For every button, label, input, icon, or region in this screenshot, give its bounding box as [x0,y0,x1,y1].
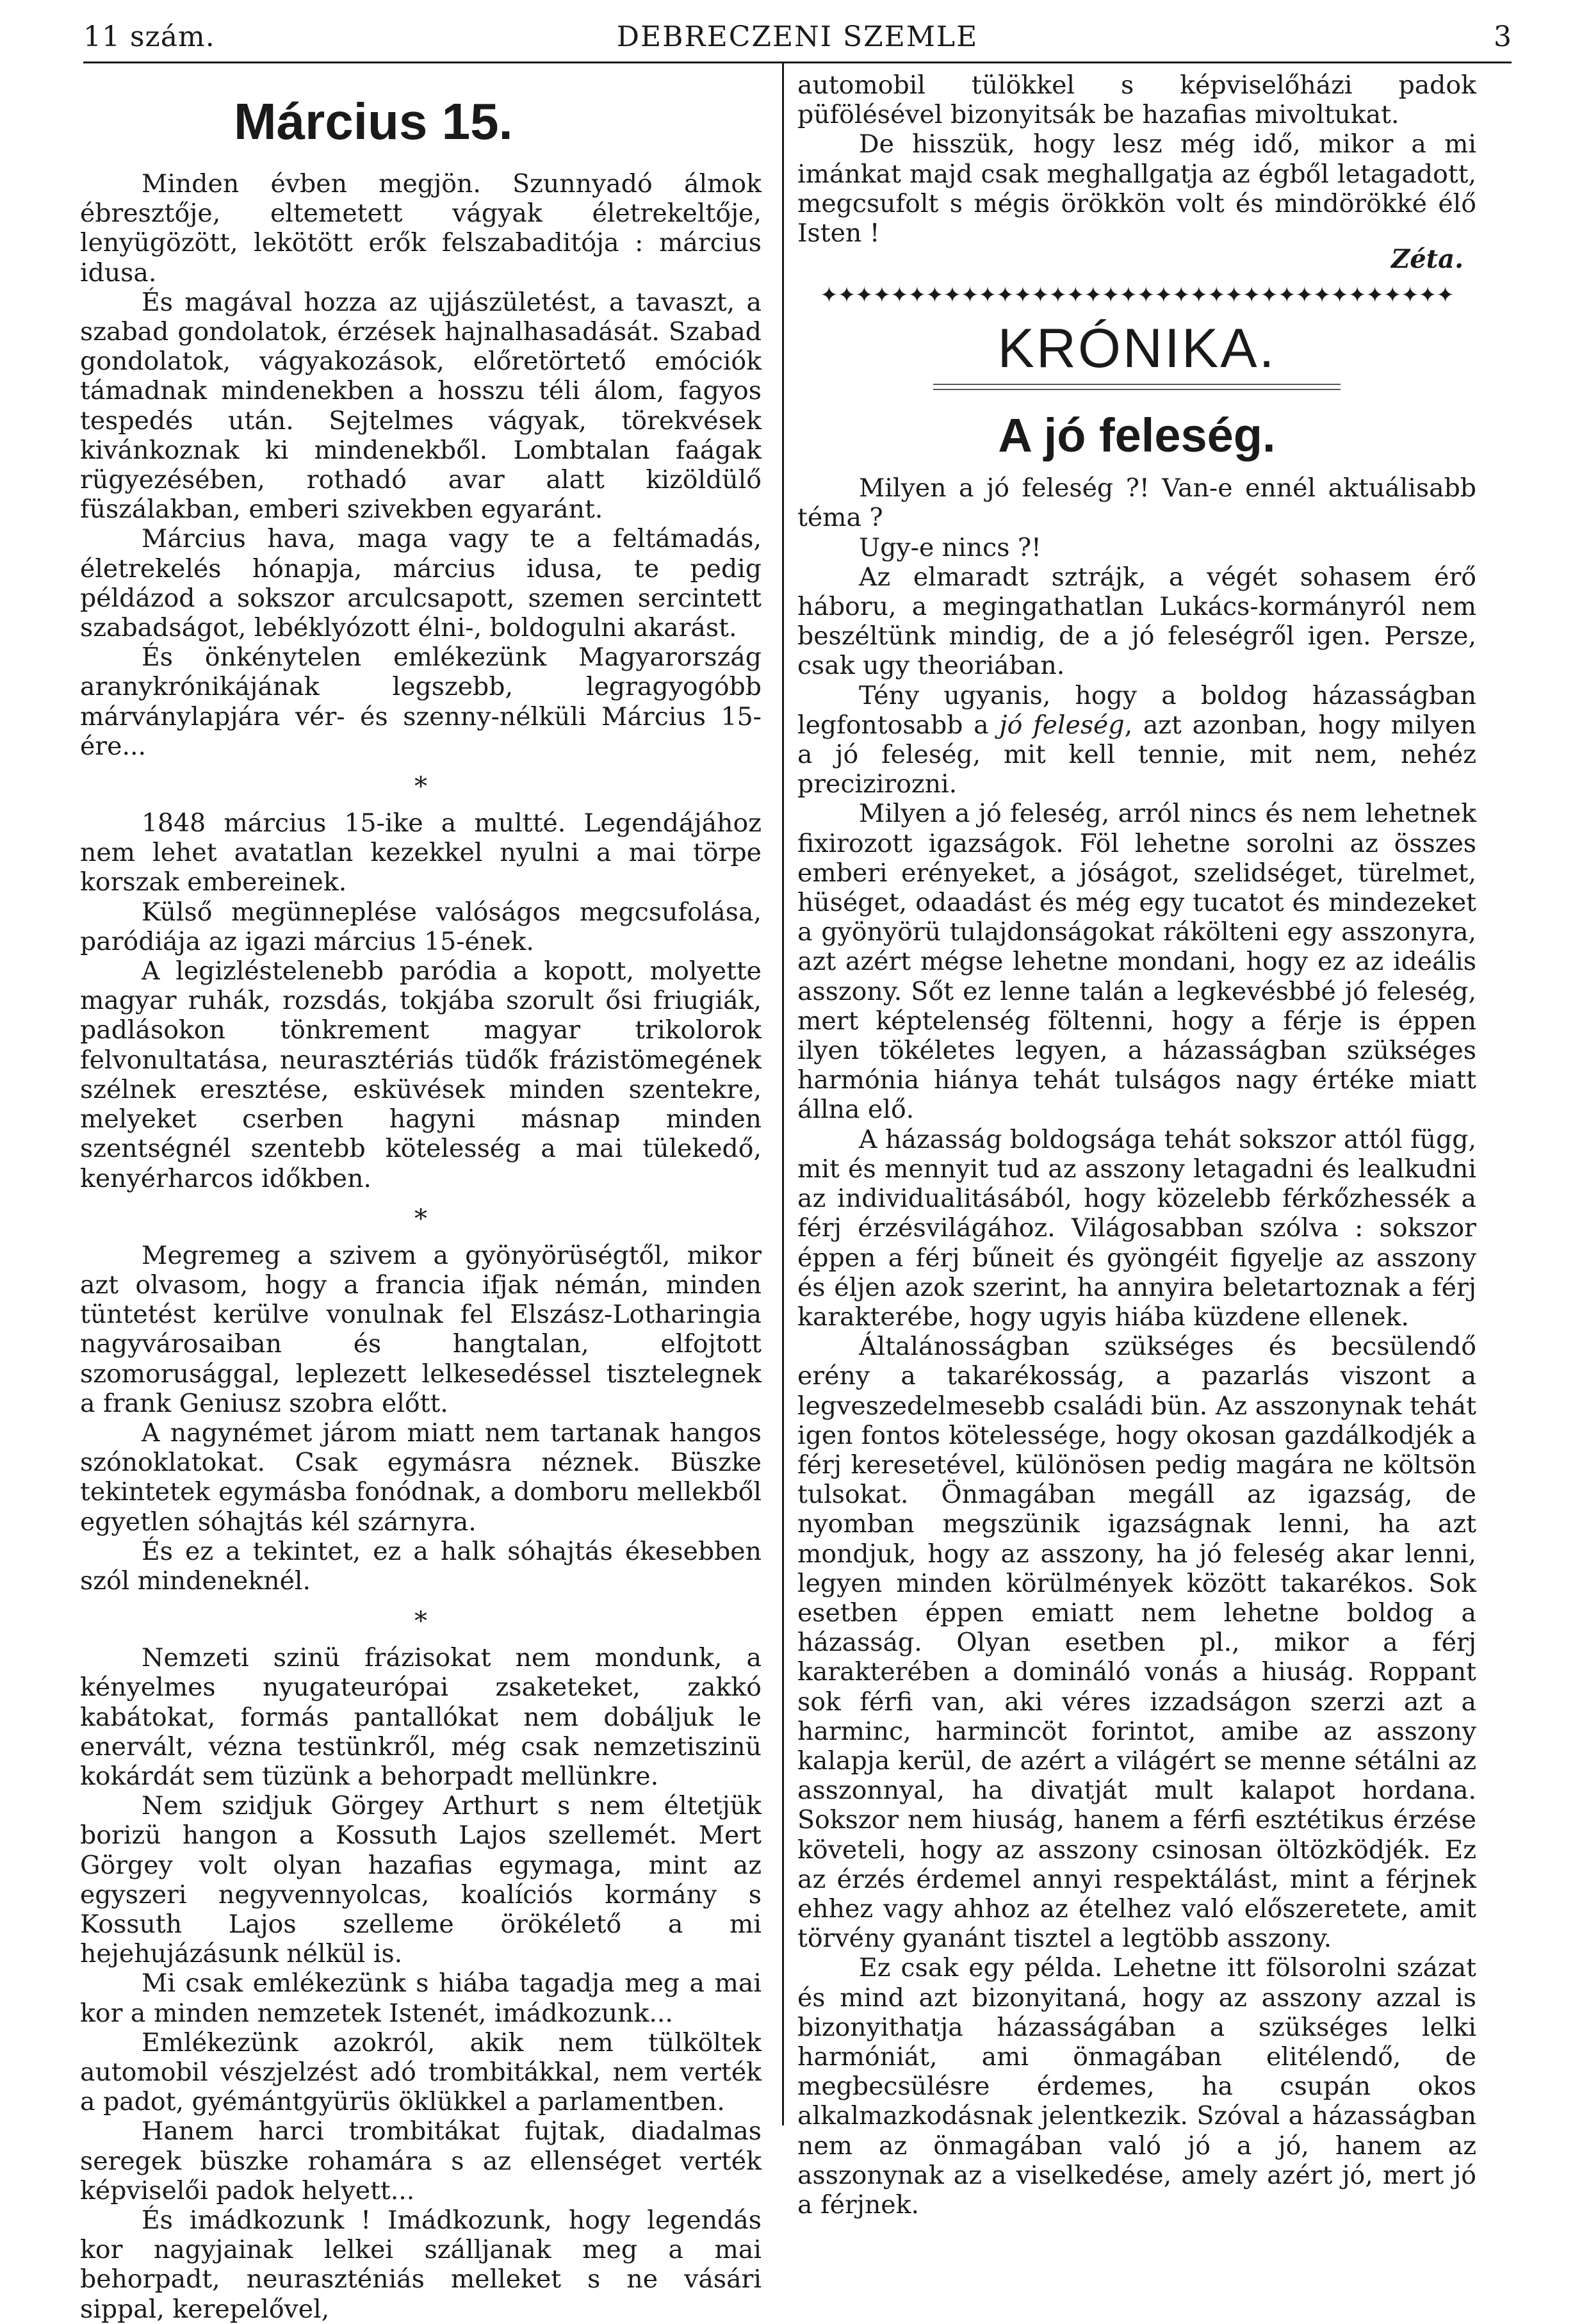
column-divider [782,63,784,2125]
paragraph: És önkénytelen emlékezünk Magyarország aranykrónikájának legszebb, legragyogóbb márványlapjára vér- és szenny-nélküli Március 15-ére... [80,642,762,761]
ornament-border: ✦✦✦✦✦✦✦✦✦✦✦✦✦✦✦✦✦✦✦✦✦✦✦✦✦✦✦✦✦✦✦✦✦✦✦✦ [820,282,1454,309]
paragraph: A házasság boldogsága tehát sokszor attól függ, mit és mennyit tud az asszony letagadni és lealkudni az individualitásából, hogy közelebb férkőzhessék a férj érzésvilágához. Világosabban szólva : sokszor éppen a férj bűneit és gyöngéit figyelje az asszony és éljen azok szerint, ha annyira beletartoznak a férj karakterébe, hogy ugyis hiába küzdene ellenek. [797,1124,1476,1332]
paragraph: Az elmaradt sztrájk, a végét sohasem érő háboru, a megingathatlan Lukács-kormányról nem beszéltünk mindig, de a jó feleségről igen. Persze, csak ugy theoriában. [797,562,1476,681]
journal-title: DEBRECZENI SZEMLE [616,20,979,53]
paragraph: Március hava, maga vagy te a feltámadás, életrekelés hónapja, március idusa, te pedig példázod a sokszor arculcsapott, szemen sercintett szabadságot, lebéklyózott élni-, boldogulni akarást. [80,524,762,643]
author-signature: Zéta. [1391,244,1464,275]
paragraph: De hisszük, hogy lesz még idő, mikor a mi imánkat majd csak meghallgatja az égből letagadott, megcsufolt s mégis örökkön volt és mindörökké élő Isten ! [797,129,1476,249]
paragraph: És magával hozza az ujjászületést, a tavaszt, a szabad gondolatok, érzések hajnalhasadását. Szabad gondolatok, vágyakozások, előretörtető emóciók támadnak mindenekben a hosszu téli álom, fagyos tespedés után. Sejtelmes vágyak, törekvések kivánkoznak ki mindenekből. Lombtalan faágak rügyezésében, rothadó avar alatt kizöldülő füszálakban, emberi szivekben egyaránt. [80,287,762,525]
paragraph: Általánosságban szükséges és becsülendő erény a takarékosság, a pazarlás viszont a legveszedelmesebb családi bün. Az asszonynak tehát igen fontos kötelessége, hogy okosan gazdálkodjék a férj keresetével, különösen pedig magára ne költsön tulsokat. Önmagában megáll az igazság, de nyomban megszünik igazságnak lenni, ha azt mondjuk, hogy az asszony, ha jó feleség akar lenni, legyen minden körülmények között takarékos. Sok esetben éppen emiatt nem lehetne boldog a házasság. Olyan esetben pl., mikor a férj karakterében a domináló vonás a hiuság. Roppant sok férfi van, aki véres izzadságon szerzi azt a harminc, harmincöt forintot, amibe az asszony kalapja kerül, de azért a világért se menne sétálni az asszonnyal, ha divatját mult kalapot hordana. Sokszor nem hiuság, hanem a férfi esztétikus érzése követeli, hogy az asszony csinosan öltözködjék. Ez az érzés érdemel annyi respektálást, mint a férjnek ehhez vagy ahhoz az ételhez való előszeretete, amit törvény gyanánt tisztel a legtöbb asszony. [797,1332,1476,1954]
paragraph: Mi csak emlékezünk s hiába tagadja meg a mai kor a minden nemzetek Istenét, imádkozunk... [80,1968,762,2028]
section-title-kronika: KRÓNIKA. [997,318,1276,380]
article-title-feleseg: A jó feleség. [998,409,1276,462]
title-rule [933,384,1341,390]
text-run: , azt azonban, hogy milyen a jó feleség, mit kell tennie, mit nem, nehéz precizirozni. [797,710,1476,799]
page-number: 3 [1494,20,1512,53]
paragraph [797,681,1476,799]
section-separator: * [414,1607,427,1637]
paragraph: És ez a tekintet, ez a halk sóhajtás ékesebben szól mindeneknél. [80,1536,762,1596]
running-header [83,18,1512,61]
paragraph: Milyen a jó feleség ?! Van-e ennél aktuálisabb téma ? [797,473,1476,533]
issue-number: 11 szám. [83,20,215,53]
paragraph: 1848 március 15-ike a multté. Legendájához nem lehet avatatlan kezekkel nyulni a mai törpe korszak embereinek. [80,808,762,897]
paragraph: Nem szidjuk Görgey Arthurt s nem éltetjük borizü hangon a Kossuth Lajos szellemét. Mert Görgey volt olyan hazafias egymaga, mint az egyszeri negyvennyolcas, koalíciós kormány s Kossuth Lajos szelleme örökélető a mi hejehujázásunk nélkül is. [80,1791,762,1969]
right-column [797,70,1476,2220]
paragraph: A legizléstelenebb paródia a kopott, molyette magyar ruhák, rozsdás, tokjába szorult ősi friugiák, padlásokon tönkrement magyar trikolorok felvonultatása, neurasztériás tüdők frázistömegének szélnek eresztése, esküvések minden szentekre, melyeket cserben hagyni másnap minden szentségnél szentebb kötelesség a mai tülekedő, kenyérharcos időkben. [80,956,762,1193]
paragraph: A nagynémet járom miatt nem tartanak hangos szónoklatokat. Csak egymásra néznek. Büszke tekintetek egymásba fonódnak, a domboru mellekből egyetlen sóhajtás kél szárnyra. [80,1418,762,1537]
paragraph: Ez csak egy példa. Lehetne itt fölsorolni százat és mind azt bizonyitaná, hogy az asszony azzal is bizonyithatja házasságában a szükséges lelki harmóniát, ami önmagában elitélendő, de megbecsülésre érdemes, ha csupán okos alkalmazkodásnak jelentkezik. Szóval a házasságban nem az önmagában való jó a jó, hanem az asszonynak az a viselkedése, amely azért jó, mert jó a férjnek. [797,1953,1476,2220]
paragraph: Ugy-e nincs ?! [859,532,1041,562]
paragraph: És imádkozunk ! Imádkozunk, hogy legendás kor nagyjainak lelkei szálljanak meg a mai behorpadt, neuraszténiás melleket s ne vásári sippal, kerepelővel, [80,2205,762,2324]
section-separator: * [414,772,427,802]
paragraph: Minden évben megjön. Szunnyadó álmok ébresztője, eltemetett vágyak életrekeltője, lenyügözött, lekötött erők felszabaditója : március idusa. [80,169,762,288]
paragraph: Külső megünneplése valóságos megcsufolása, paródiája az igazi március 15-ének. [80,897,762,956]
paragraph: Nemzeti szinü frázisokat nem mondunk, a kényelmes nyugateurópai zsaketeket, zakkó kabátokat, formás pantallókat nem dobáljuk le enervált, vézna testünkről, még csak nemzetiszinü kokárdát sem tüzünk a behorpadt mellünkre. [80,1643,762,1791]
text-run: Tény ugyanis, hogy a boldog házasságban legfontosabb a [797,680,1476,740]
left-column [80,70,762,2324]
header-rule [83,61,1512,63]
section-separator: * [414,1204,427,1234]
article-title-marcius: Március 15. [234,93,513,150]
paragraph: Milyen a jó feleség, arról nincs és nem lehetnek fixirozott igazságok. Föl lehetne sorolni az összes emberi erényeket, a jóságot, szelidséget, türelmet, hüséget, odaadást és még egy tucatot és mindezeket a gyönyörü tulajdonságokat rákölteni egy asszonyra, azt azért mégse lehetne mondani, hogy ez az ideális asszony. Sőt ez lenne talán a legkevésbbé jó feleség, mert képtelenség föltenni, hogy a férje is éppen ilyen tökéletes legyen, a házasságban szükséges harmónia hiánya tehát tulságos nagy értéke miatt állna elő. [797,799,1476,1125]
paragraph-continuation: automobil tülökkel s képviselőházi padok püfölésével bizonyitsák be hazafias mivoltukat. [797,70,1476,130]
paragraph: Hanem harci trombitákat fujtak, diadalmas seregek büszke rohamára s az ellenséget verték képviselői padok helyett... [80,2116,762,2205]
emphasis: jó feleség [999,710,1125,740]
paragraph: Megremeg a szivem a gyönyörüségtől, mikor azt olvasom, hogy a francia ifjak némán, minden tüntetést kerülve vonulnak fel Elszász-Lotharingia nagyvárosaiban és hangtalan, elfojtott szomorusággal, leplezett lelkesedéssel tisztelegnek a frank Geniusz szobra előtt. [80,1240,762,1418]
paragraph: Emlékezünk azokról, akik nem tülköltek automobil vészjelzést adó trombitákkal, nem verték a padot, gyémántgyürüs öklükkel a parlamentben. [80,2027,762,2117]
